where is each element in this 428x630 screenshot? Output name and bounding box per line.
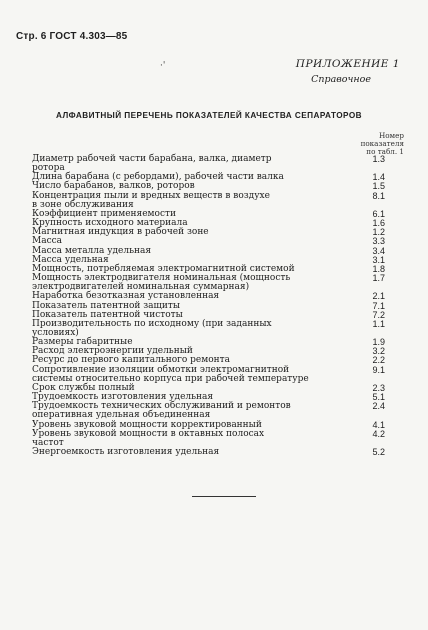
appendix-label: ПРИЛОЖЕНИЕ 1	[295, 58, 400, 70]
column-header-line: по табл. 1	[366, 147, 404, 156]
index-list	[32, 154, 385, 457]
entry-label-line: Трудоемкость технических обслуживаний и ремонтов	[32, 401, 291, 412]
entry-table-number: 1.3	[372, 154, 385, 164]
entry-table-number: 2.2	[372, 355, 385, 366]
index-entry	[32, 154, 385, 174]
index-entry	[32, 318, 385, 338]
entry-table-number: 1.2	[372, 227, 385, 238]
entry-table-number: 8.1	[372, 190, 385, 201]
index-entry	[32, 364, 385, 384]
entry-label-line: Число барабанов, валков, роторов	[32, 181, 195, 192]
index-entry	[32, 227, 385, 238]
entry-label-line: Производительность по исходному (при заданных	[32, 318, 272, 329]
entry-label-line: Расход электроэнергии удельный	[32, 346, 193, 357]
entry-table-number: 6.1	[372, 208, 385, 219]
entry-label-line: системы относительно корпуса при рабочей температуре	[32, 373, 309, 384]
index-entry	[32, 447, 385, 457]
column-header-line: Номер	[378, 131, 404, 140]
entry-label-line: Наработка безотказная установленная	[32, 291, 220, 302]
entry-table-number: 2.1	[372, 291, 385, 302]
entry-label-line: Размеры габаритные	[32, 337, 133, 348]
entry-table-number: 5.1	[372, 392, 385, 403]
entry-label-line: Мощность электродвигателя номинальная (мощность	[32, 273, 291, 284]
entry-table-number: 4.1	[372, 419, 385, 430]
entry-table-number: 1.6	[372, 218, 385, 229]
entry-label-line: Срок службы полный	[32, 382, 135, 393]
entry-label-line: Масса удельная	[32, 254, 109, 265]
entry-label-line: условиях)	[32, 327, 79, 338]
entry-table-number: 1.1	[372, 318, 385, 329]
entry-label-line: Уровень звуковой мощности в октавных полосах	[32, 428, 265, 439]
entry-label-line: Энергоемкость изготовления удельная	[32, 447, 220, 457]
entry-table-number: 4.2	[372, 428, 385, 439]
index-entry	[32, 190, 385, 210]
entry-label-line: в зоне обслуживания	[32, 199, 134, 210]
entry-label-line: оперативная удельная объединенная	[32, 410, 211, 421]
closing-rule	[192, 496, 256, 497]
entry-table-number: 1.8	[372, 263, 385, 274]
entry-label-line: Коэффициент применяемости	[32, 208, 176, 219]
entry-table-number: 9.1	[372, 364, 385, 375]
page-title: АЛФАВИТНЫЙ ПЕРЕЧЕНЬ ПОКАЗАТЕЛЕЙ КАЧЕСТВА СЕПАРАТОРОВ	[56, 111, 363, 120]
entry-label-line: Длина барабана (с ребордами), рабочей части валка	[32, 172, 284, 183]
entry-table-number: 1.7	[372, 273, 385, 284]
index-entry	[32, 401, 385, 421]
entry-table-number: 3.4	[372, 245, 385, 256]
entry-label-line: Трудоемкость изготовления удельная	[32, 392, 214, 403]
entry-label-line: Мощность, потребляемая электромагнитной системой	[32, 263, 295, 274]
entry-label-line: частот	[32, 437, 64, 448]
entry-label-line: Крупность исходного материала	[32, 218, 188, 229]
entry-label-line: электродвигателей номинальная суммарная)	[32, 282, 250, 293]
index-entry	[32, 273, 385, 293]
entry-label-line: Показатель патентной чистоты	[32, 309, 183, 320]
entry-label-line: Диаметр рабочей части барабана, валка, диаметр	[32, 154, 272, 164]
entry-label-line: Масса	[32, 236, 63, 247]
entry-label-line: Концентрация пыли и вредных веществ в воздухе	[32, 190, 270, 201]
entry-table-number: 3.2	[372, 346, 385, 357]
entry-label-line: Уровень звуковой мощности корректированный	[32, 419, 262, 430]
index-entry	[32, 428, 385, 448]
column-header	[344, 132, 404, 156]
entry-table-number: 7.2	[372, 309, 385, 320]
entry-label-line: Ресурс до первого капитального ремонта	[32, 355, 230, 366]
print-mark: ·'	[160, 61, 166, 71]
entry-table-number: 1.5	[372, 181, 385, 192]
entry-table-number: 2.3	[372, 382, 385, 393]
entry-table-number: 5.2	[372, 447, 385, 457]
entry-label-line: Сопротивление изоляции обмотки электромагнитной	[32, 364, 290, 375]
entry-table-number: 3.1	[372, 254, 385, 265]
appendix-type: Справочное	[311, 74, 371, 85]
entry-label-line: Показатель патентной защиты	[32, 300, 181, 311]
entry-table-number: 1.4	[372, 172, 385, 183]
entry-label-line: Магнитная индукция в рабочей зоне	[32, 227, 209, 238]
page-reference: Стр. 6 ГОСТ 4.303—85	[16, 31, 128, 42]
entry-label-line: Масса металла удельная	[32, 245, 152, 256]
entry-table-number: 1.9	[372, 337, 385, 348]
entry-table-number: 2.4	[372, 401, 385, 412]
entry-label-line: ротора	[32, 163, 65, 174]
column-header-line: показателя	[360, 139, 404, 148]
entry-table-number: 3.3	[372, 236, 385, 247]
entry-table-number: 7.1	[372, 300, 385, 311]
